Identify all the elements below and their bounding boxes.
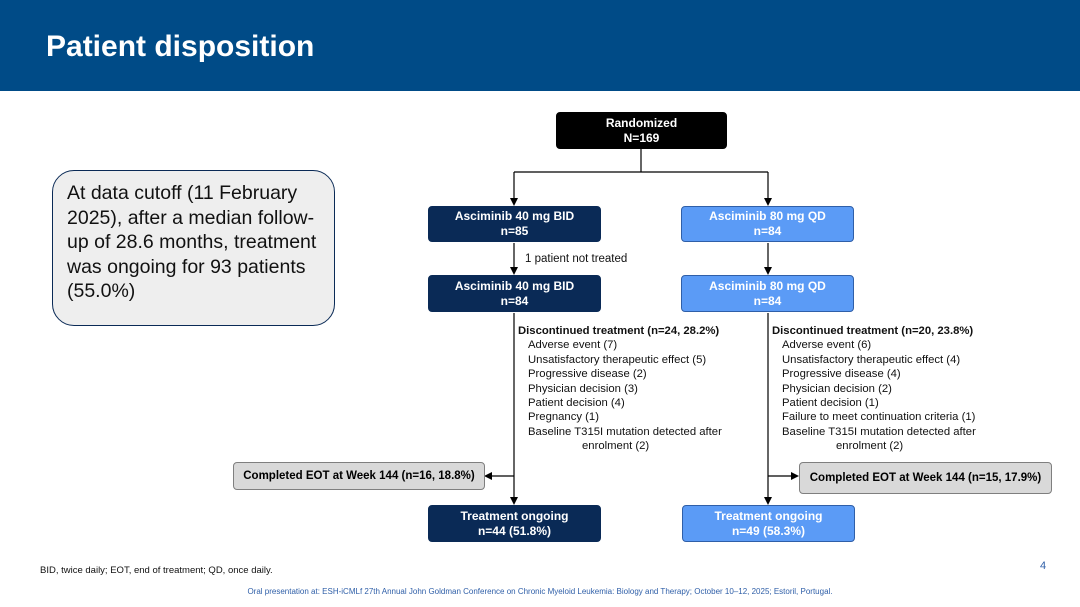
qd-treated-label: Asciminib 80 mg QD — [709, 278, 826, 293]
qd-completed-label: Completed EOT at Week 144 (n=15, 17.9%) — [809, 471, 1042, 484]
page-title: Patient disposition — [46, 30, 315, 63]
not-treated-note: 1 patient not treated — [525, 253, 628, 265]
callout-text: At data cutoff (11 February 2025), after a median follow-up of 28.6 months, treatment was ongoing for 93 patients (55.0%) — [67, 182, 317, 302]
qd-discontinued-heading: Discontinued treatment (n=20, 23.8%) — [772, 325, 974, 337]
bid-ongoing-count: n=44 (51.8%) — [477, 523, 552, 538]
qd-discontinued-reason: Adverse event (6) — [782, 339, 872, 352]
citation-text: Oral presentation at: ESH-iCMLf 27th Annual John Goldman Conference on Chronic Myeloid Leukemia: Biology and Therapy; October 10–12, 2025; Estoril, Portugal. — [247, 587, 833, 596]
bid-discontinued-reason: Physician decision (3) — [528, 382, 638, 395]
randomized-box — [556, 112, 727, 149]
qd-ongoing-label: Treatment ongoing — [714, 508, 823, 523]
qd-discontinued-reason: Progressive disease (4) — [782, 368, 901, 381]
qd-discontinued-reason: Baseline T315I mutation detected after — [782, 425, 976, 438]
qd-randomized-count: n=84 — [753, 224, 782, 238]
qd-discontinued-reason-cont: enrolment (2) — [836, 440, 904, 453]
qd-discontinued-block — [772, 324, 976, 454]
bid-treated-label: Asciminib 40 mg BID — [454, 278, 575, 293]
bid-discontinued-reason: Pregnancy (1) — [528, 411, 599, 424]
page-number: 4 — [1040, 560, 1047, 572]
bid-discontinued-block — [518, 324, 722, 454]
bid-completed-label: Completed EOT at Week 144 (n=16, 18.8%) — [243, 469, 475, 482]
bid-completed-box — [233, 462, 485, 490]
bid-discontinued-reason: Unsatisfactory therapeutic effect (5) — [528, 353, 707, 366]
qd-treated-count: n=84 — [753, 293, 782, 308]
qd-randomized-label: Asciminib 80 mg QD — [709, 209, 826, 223]
bid-treated-count: n=84 — [500, 293, 529, 308]
bid-ongoing-label: Treatment ongoing — [460, 508, 569, 523]
qd-discontinued-reason: Patient decision (1) — [782, 397, 879, 410]
bid-randomized-label: Asciminib 40 mg BID — [454, 209, 575, 223]
qd-completed-box — [799, 462, 1052, 494]
randomized-label: Randomized — [605, 115, 678, 130]
qd-discontinued-reason: Unsatisfactory therapeutic effect (4) — [782, 353, 961, 366]
bid-discontinued-reason: Patient decision (4) — [528, 397, 625, 410]
qd-treated-box — [681, 275, 854, 312]
bid-discontinued-reason-cont: enrolment (2) — [582, 440, 650, 453]
qd-discontinued-reason: Physician decision (2) — [782, 382, 892, 395]
bid-discontinued-heading: Discontinued treatment (n=24, 28.2%) — [518, 325, 720, 337]
abbreviations-footnote: BID, twice daily; EOT, end of treatment; QD, once daily. — [40, 565, 273, 576]
qd-discontinued-reason: Failure to meet continuation criteria (1) — [782, 411, 976, 424]
qd-ongoing-box — [682, 505, 855, 542]
qd-ongoing-count: n=49 (58.3%) — [731, 523, 806, 538]
qd-randomized-box — [681, 206, 854, 242]
bid-randomized-count: n=85 — [500, 224, 529, 238]
bid-discontinued-reason: Progressive disease (2) — [528, 368, 647, 381]
randomized-count: N=169 — [623, 130, 660, 145]
bid-randomized-box — [428, 206, 601, 242]
bid-treated-box — [428, 275, 601, 312]
bid-discontinued-reason: Baseline T315I mutation detected after — [528, 425, 722, 438]
bid-discontinued-reason: Adverse event (7) — [528, 339, 618, 352]
bid-ongoing-box — [428, 505, 601, 542]
